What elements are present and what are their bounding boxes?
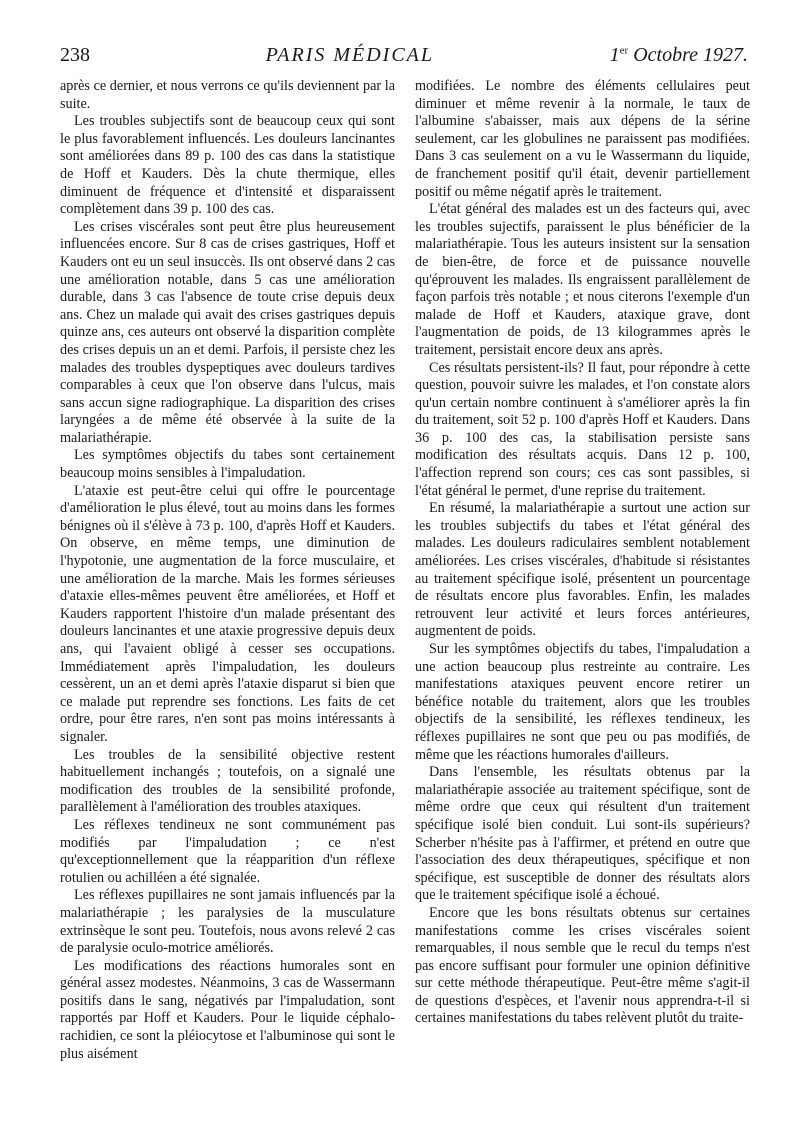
- running-header: [60, 44, 748, 74]
- paragraph: après ce dernier, et nous verrons ce qu'ils deviennent par la suite.: [60, 78, 395, 112]
- paragraph: Ces résultats persistent-ils? Il faut, pour répondre à cette question, pouvoir suivre les malades, et l'on constate alors qu'un certain nombre continuent à s'améliorer après la fin du traitement, soit 52 p. 100 d'après Hoff et Kauders. Dans 36 p. 100 des cas, la stabilisation persiste sans modification des résultats acquis. Dans 12 p. 100, l'affection reprend son cours; ces cas sont passibles, si l'état général le permet, d'une reprise du traitement.: [415, 359, 750, 499]
- paragraph: L'ataxie est peut-être celui qui offre le pourcentage d'amélioration le plus élevé, tout au moins dans les formes bénignes où il s'élève à 73 p. 100, d'après Hoff et Kauders. On observe, en même temps, une diminution de l'hypotonie, une augmentation de la force musculaire, et une amélioration de la marche. Mais les formes sérieuses d'ataxie elles-mêmes peuvent être améliorées, et Hoff et Kauders rapportent l'histoire d'un malade présentant des douleurs lancinantes et une ataxie progressive depuis deux ans, qui l'avaient obligé à cesser ses occupations. Immédiatement après l'impaludation, les douleurs cessèrent, un an et demi après l'ataxie disparut si bien que ce malade put reprendre ses fonctions. Les faits de cet ordre, pour être rares, n'en sont pas moins intéressants à signaler.: [60, 482, 395, 745]
- date-ordinal: 1: [609, 44, 620, 66]
- issue-date: [610, 44, 748, 67]
- paragraph: L'état général des malades est un des facteurs qui, avec les troubles sujectifs, paraissent le plus bénéficier de la malariathérapie. Tous les auteurs insistent sur la sensation de bien-être, de force et de puissance nouvelle qu'éprouvent les malades. Ils engraissent parallèlement de façon parfois très notable ; et nous citerons l'exemple d'un malade de Hoff et Kauders, ataxique grave, dont l'augmentation de poids, de 13 kilogrammes après le traitement, persistait encore deux ans après.: [415, 201, 750, 358]
- paragraph: Les réflexes pupillaires ne sont jamais influencés par la malariathérapie ; les paralysies de la musculature extrinsèque le sont peu. Toutefois, nous avons relevé 2 cas de paralysie oculo-motrice améliorés.: [60, 887, 395, 957]
- date-rest: Octobre 1927.: [628, 44, 748, 66]
- paragraph: En résumé, la malariathérapie a surtout une action sur les troubles subjectifs du tabes et l'état général des malades. Les douleurs radiculaires semblent notablement améliorées. Les crises viscérales, d'habitude si résistantes au traitement spécifique isolé, présentent un pourcentage de résultats encore plus favorables. Enfin, les malades retrouvent leur activité et leurs forces antérieures, augmentent de poids.: [415, 500, 750, 640]
- column-left: [60, 78, 395, 1128]
- paragraph: Les symptômes objectifs du tabes sont certainement beaucoup moins sensibles à l'impaludation.: [60, 447, 395, 482]
- paragraph: Les crises viscérales sont peut être plus heureusement influencées encore. Sur 8 cas de crises gastriques, Hoff et Kauders ont eu un seul insuccès. Ils ont observé dans 2 cas une amélioration notable, dans 5 cas une amélioration durable, dans 3 cas l'absence de toute crise depuis deux ans. Chez un malade qui avait des crises gastriques depuis quinze ans, ces auteurs ont observé la disparition complète des crises depuis un an et demi. Parfois, il persiste chez les malades des troubles dyspeptiques avec douleurs tardives comparables à ceux que l'on observe dans l'ulcus, mais sans accun signe radiographique. La disparition des crises laryngées a de même été observée à la suite de la malariathérapie.: [60, 218, 395, 446]
- body-columns: [60, 78, 750, 1128]
- paragraph: Sur les symptômes objectifs du tabes, l'impaludation a une action beaucoup plus restreinte au contraire. Les manifestations ataxiques peuvent encore retirer un bénéfice notable du traitement, alors que les troubles objectifs de la sensibilité, les réflexes tendineux, les réflexes pupillaires ne sont que peu ou pas modifiés, de même que les réactions humorales d'ailleurs.: [415, 641, 750, 763]
- paragraph: Encore que les bons résultats obtenus sur certaines manifestations comme les crises viscérales soient remarquables, il nous semble que le recul du temps n'est pas encore suffisant pour formuler une opinion définitive sur cette méthode thérapeutique. Peut-être même s'agit-il de questions d'espèces, et l'avenir nous apprendra-t-il si certaines manifestations du tabes relèvent plutôt du traite-: [415, 904, 750, 1027]
- paragraph: modifiées. Le nombre des éléments cellulaires peut diminuer et même revenir à la normale, le taux de l'albumine s'abaisser, mais aux dépens de la sérine seulement, car les globulines ne paraissent pas modifiées. Dans 3 cas seulement on a vu le Wassermann du liquide, de franchement positif qu'il était, devenir partiellement positif ou même négatif après le traitement.: [415, 78, 750, 200]
- paragraph: Les modifications des réactions humorales sont en général assez modestes. Néanmoins, 3 cas de Wassermann positifs dans le sang, négativés par l'impaludation, sont rapportés par Hoff et Kauders. Pour le liquide céphalo-rachidien, ce sont la pléiocytose et l'albuminose qui sont le plus aisément: [60, 957, 395, 1062]
- paragraph: Dans l'ensemble, les résultats obtenus par la malariathérapie associée au traitement spécifique, sont de même ordre que ceux qui résultent d'un traitement spécifique isolé bien conduit. Lui sont-ils supérieurs? Scherber n'hésite pas à l'affirmer, et prétend en outre que l'association des deux thérapeutiques, spécifique et non spécifique, est susceptible de donner des résultats alors que le traitement spécifique isolé a échoué.: [415, 764, 750, 904]
- paragraph: Les troubles de la sensibilité objective restent habituellement inchangés ; toutefois, on a signalé une modification des troubles de la sensibilité profonde, parallèlement à l'amélioration des troubles ataxiques.: [60, 746, 395, 816]
- paragraph: Les réflexes tendineux ne sont communément pas modifiés par l'impaludation ; ce n'est qu'exceptionnellement que la réapparition d'un réflexe rotulien ou achilléen a été signalée.: [60, 816, 395, 886]
- date-suffix: er: [619, 44, 629, 57]
- journal-title: PARIS MÉDICAL: [265, 44, 435, 66]
- page-number: 238: [60, 44, 90, 66]
- column-right: [415, 78, 750, 1128]
- paragraph: Les troubles subjectifs sont de beaucoup ceux qui sont le plus favorablement influencés. Les douleurs lancinantes sont améliorées dans 89 p. 100 des cas dans la statistique de Hoff et Kauders. Dès la chute thermique, elles diminuent de fréquence et d'intensité et disparaissent complètement dans 39 p. 100 des cas.: [60, 113, 395, 218]
